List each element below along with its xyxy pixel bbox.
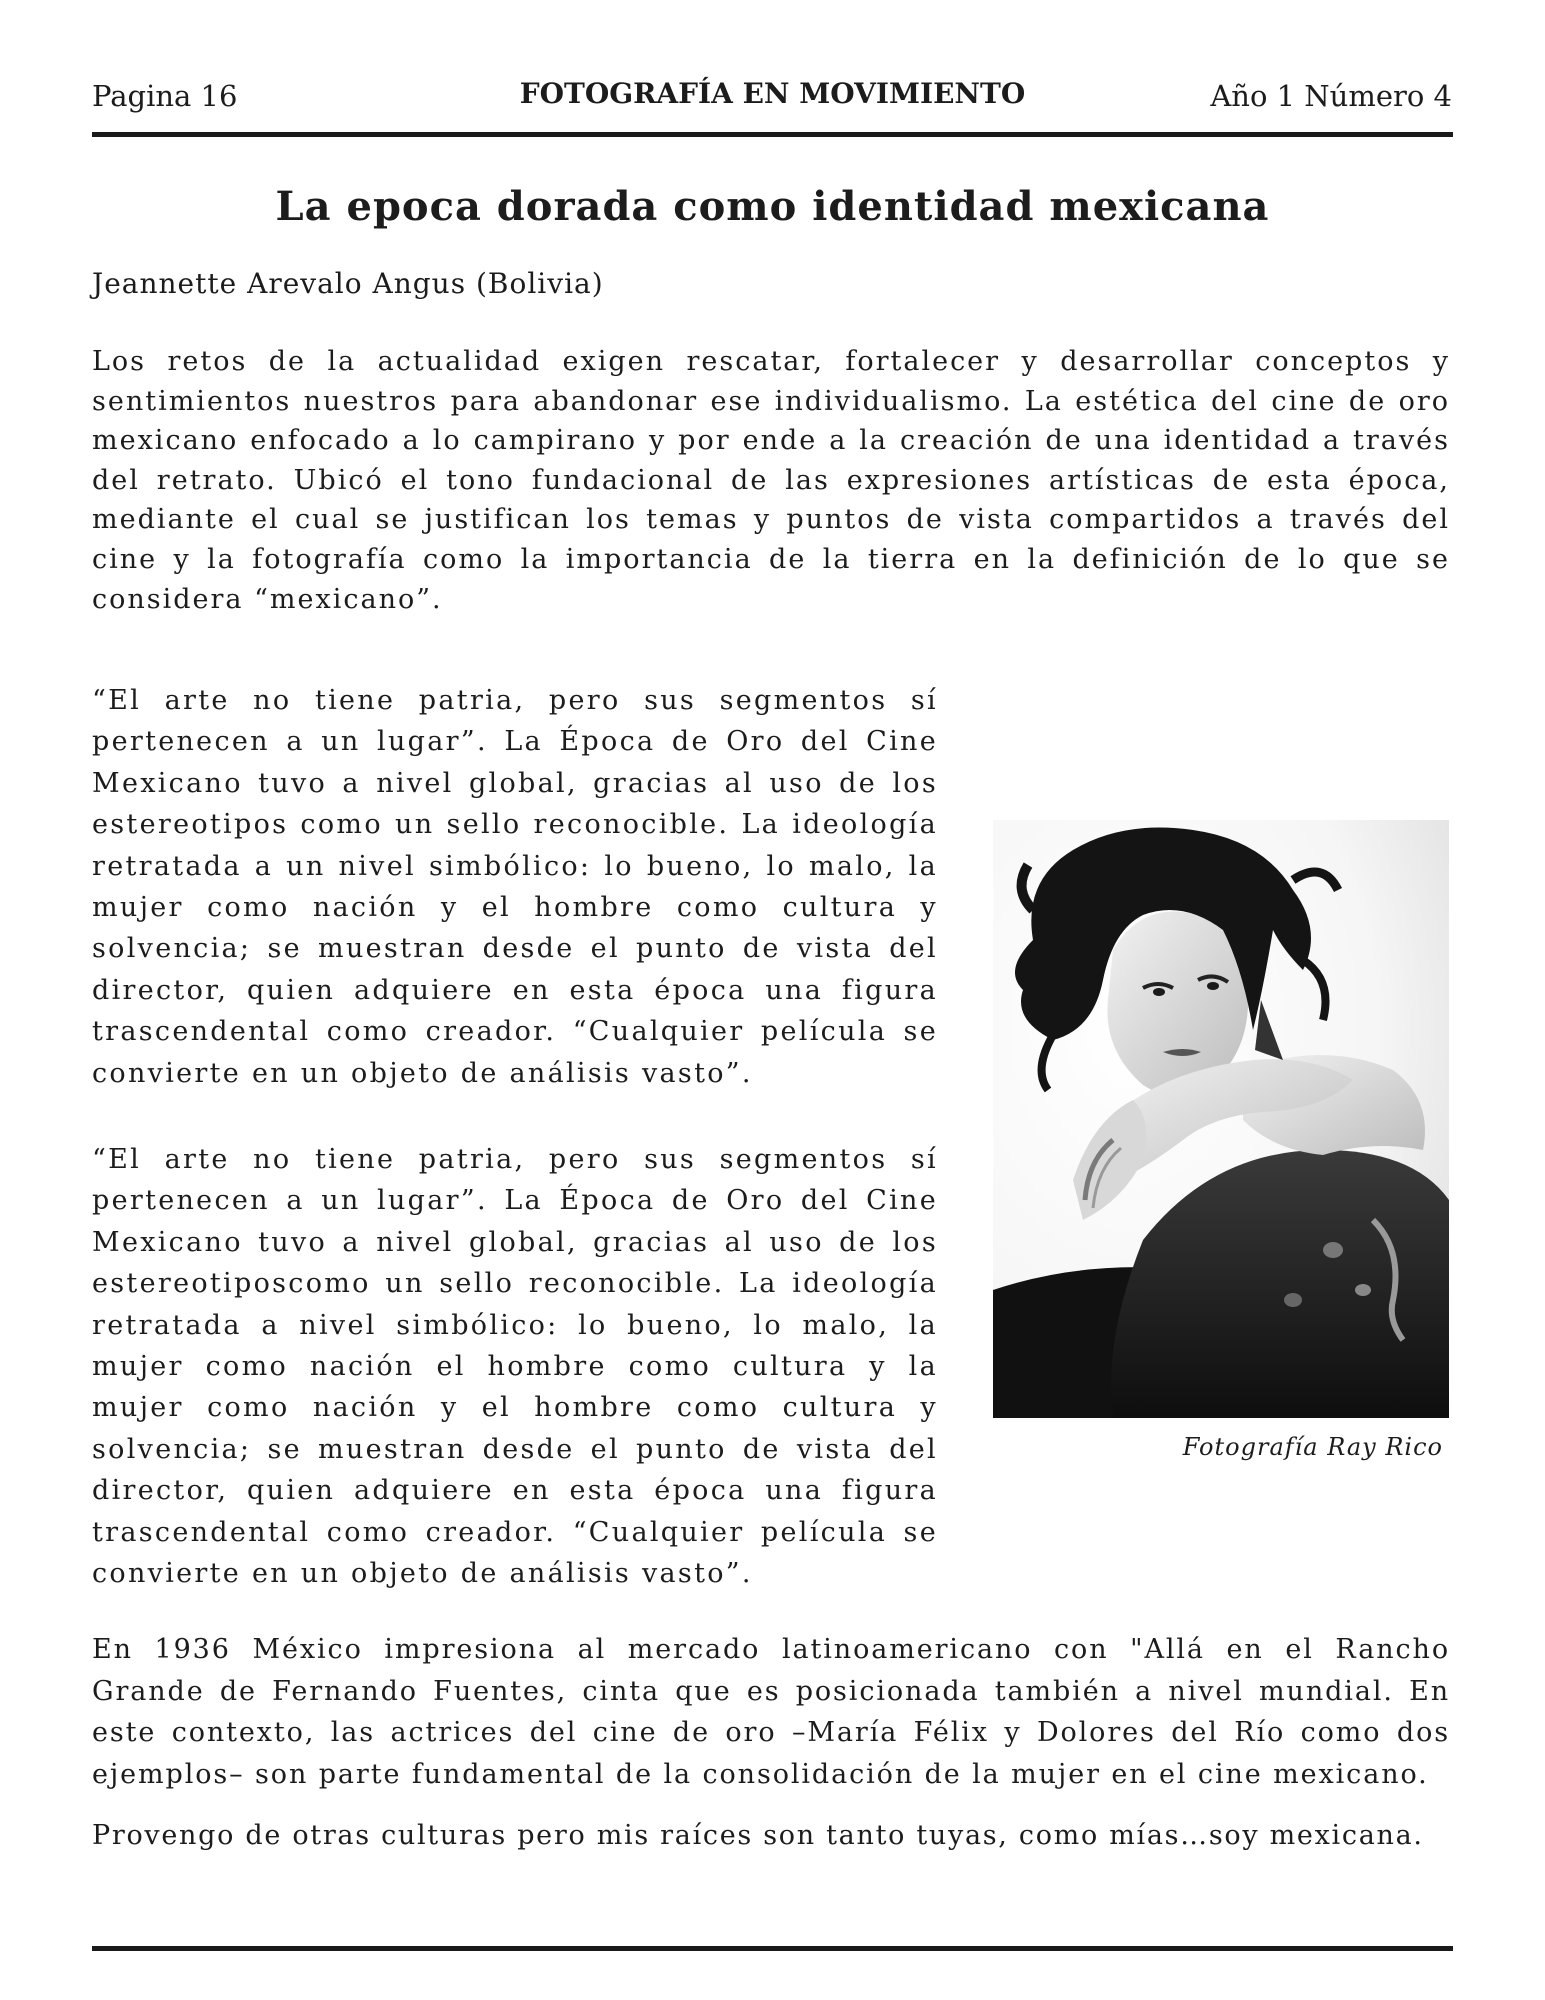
page-number: Pagina 16 bbox=[92, 79, 238, 113]
footer-rule bbox=[92, 1946, 1453, 1951]
article-author: Jeannette Arevalo Angus (Bolivia) bbox=[92, 267, 604, 300]
closing-paragraph-2: Provengo de otras culturas pero mis raíces son tanto tuyas, como mías…soy mexicana. bbox=[92, 1820, 1424, 1851]
issue-number: Año 1 Número 4 bbox=[1210, 79, 1452, 113]
portrait-photo bbox=[993, 820, 1449, 1418]
closing-paragraph-1: En 1936 México impresiona al mercado latinoamericano con "Allá en el Rancho Grande de Fernando Fuentes, cinta que es posicionada también a nivel mundial. En este contexto, las actrices del cine de oro –María Félix y Dolores del Río como dos ejemplos– son parte fundamental de la consolidación de la mujer en el cine mexicano. bbox=[92, 1634, 1450, 1790]
header-rule bbox=[92, 132, 1453, 137]
intro-paragraph: Los retos de la actualidad exigen rescatar, fortalecer y desarrollar conceptos y sentimientos nuestros para abandonar ese individualismo. La estética del cine de oro mexicano enfocado a lo campirano y por ende a la creación de una identidad a través del retrato. Ubicó el tono fundacional de las expresiones artísticas de esta época, mediante el cual se justifican los temas y puntos de vista compartidos a través del cine y la fotografía como la importancia de la tierra en la definición de lo que se considera “mexicano”. bbox=[92, 346, 1450, 615]
column-paragraph-2: “El arte no tiene patria, pero sus segmentos sí pertenecen a un lugar”. La Época de Oro del Cine Mexicano tuvo a nivel global, gracias al uso de los estereotiposcomo un sello reconocible. La ideología retratada a nivel simbólico: lo bueno, lo malo, la mujer como nación el hombre como cultura y la mujer como nación y el hombre como cultura y solvencia; se muestran desde el punto de vista del director, quien adquiere en esta época una figura trascendental como creador. “Cualquier película se convierte en un objeto de análisis vasto”. bbox=[92, 1144, 938, 1590]
publication-name: FOTOGRAFÍA EN MOVIMIENTO bbox=[519, 77, 1026, 110]
article-title: La epoca dorada como identidad mexicana bbox=[275, 183, 1270, 230]
column-paragraph-1: “El arte no tiene patria, pero sus segmentos sí pertenecen a un lugar”. La Época de Oro del Cine Mexicano tuvo a nivel global, gracias al uso de los estereotipos como un sello reconocible. La ideología retratada a un nivel simbólico: lo bueno, lo malo, la mujer como nación y el hombre como cultura y solvencia; se muestran desde el punto de vista del director, quien adquiere en esta época una figura trascendental como creador. “Cualquier película se convierte en un objeto de análisis vasto”. bbox=[92, 685, 938, 1089]
photo-caption: Fotografía Ray Rico bbox=[1182, 1433, 1443, 1461]
